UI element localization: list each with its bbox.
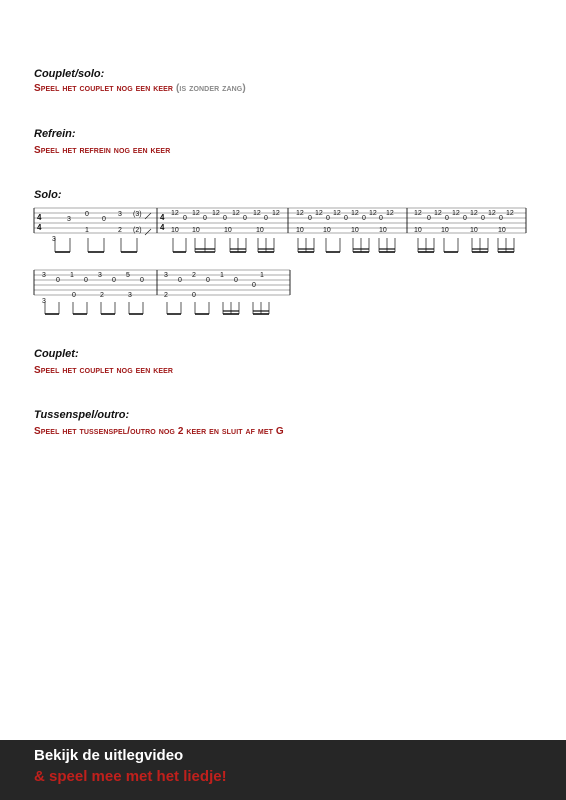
tab-note: 5 [126,272,130,279]
tab-note: 12 [272,210,280,217]
tab-note: 0 [379,215,383,222]
section-body-refrein: Speel het refrein nog een keer [34,145,171,156]
section-title-tussenspel: Tussenspel/outro: [34,409,130,421]
time-signature-top: 4 [37,213,42,222]
tab-note: 12 [470,210,478,217]
tab-note: 12 [351,210,359,217]
tab-note: 0 [178,277,182,284]
tab-note: 0 [84,277,88,284]
rhythm-notation-row-2 [45,302,269,314]
tab-note: 2 [192,272,196,279]
tab-note: 12 [434,210,442,217]
tab-note: 3 [98,272,102,279]
tab-note: 0 [85,211,89,218]
tab-note: 0 [499,215,503,222]
rhythm-notation-row-1 [55,238,514,252]
tab-note: 2 [100,292,104,299]
tab-note: 10 [498,227,506,234]
tab-note: 12 [212,210,220,217]
tab-note: 2 [118,227,122,234]
tab-note: 0 [463,215,467,222]
footer-banner[interactable] [0,740,566,800]
tab-note: 0 [427,215,431,222]
tab-note: 12 [488,210,496,217]
tab-note: 0 [192,292,196,299]
tab-note: 12 [232,210,240,217]
tab-note: 12 [506,210,514,217]
section-title-solo: Solo: [34,189,62,201]
tab-note: 0 [183,215,187,222]
tab-note: 3 [164,272,168,279]
tab-note: 0 [264,215,268,222]
tab-note: 10 [351,227,359,234]
tab-note: 12 [369,210,377,217]
tab-measure-3 [296,210,394,234]
time-signature-bottom: 4 [37,223,42,232]
tab-note: 3 [67,216,71,223]
tab-note: 3 [42,298,46,305]
instruction-text: Speel het couplet nog een keer [34,83,174,94]
tab-note: 0 [234,277,238,284]
tab-note: 0 [308,215,312,222]
tab-measure-2 [171,210,280,234]
section-title-couplet-solo: Couplet/solo: [34,68,105,80]
guitar-tablature [0,0,566,330]
tab-note: 0 [326,215,330,222]
time-signature-top: 4 [160,213,165,222]
section-title-refrein: Refrein: [34,128,76,140]
tab-note: 10 [379,227,387,234]
tab-measure-1 [52,211,151,243]
tab-note: 10 [224,227,232,234]
section-body-tussenspel: Speel het tussenspel/outro nog 2 keer en sluit af met G [34,426,284,437]
tab-note: 12 [296,210,304,217]
tab-note: 2 [164,292,168,299]
tab-note: 1 [85,227,89,234]
tab-note: (2) [133,227,142,234]
tab-note: 1 [260,272,264,279]
tab-note: 12 [315,210,323,217]
tab-note: 0 [72,292,76,299]
tab-note: 0 [243,215,247,222]
tab-note: 0 [112,277,116,284]
tab-note: 12 [192,210,200,217]
tab-note: 12 [386,210,394,217]
tab-note: 12 [414,210,422,217]
tab-note: 1 [70,272,74,279]
tab-row-1 [34,208,526,252]
tab-note: 12 [253,210,261,217]
tab-note: 10 [470,227,478,234]
tab-note: 0 [203,215,207,222]
tab-note: 0 [56,277,60,284]
tab-note: 10 [296,227,304,234]
tab-note: 10 [414,227,422,234]
tab-note: 0 [362,215,366,222]
tab-note: 0 [140,277,144,284]
tab-note: 0 [481,215,485,222]
time-signature-bottom: 4 [160,223,165,232]
tab-note: 12 [333,210,341,217]
tab-note: 10 [256,227,264,234]
tab-note: 3 [42,272,46,279]
tab-note: 10 [323,227,331,234]
tab-note: 0 [252,282,256,289]
tab-note: 0 [344,215,348,222]
tab-note: 3 [118,211,122,218]
tab-note: 3 [52,236,56,243]
footer-line-2: & speel mee met het liedje! [34,768,227,785]
tab-measure-4 [414,210,514,234]
tab-note: (3) [133,211,142,218]
instruction-note: (is zonder zang) [175,83,246,94]
tab-note: 10 [192,227,200,234]
tab-note: 10 [171,227,179,234]
tab-note: 0 [223,215,227,222]
section-body-couplet: Speel het couplet nog een keer [34,365,174,376]
tab-note: 1 [220,272,224,279]
tab-row-2 [34,270,290,314]
tab-note: 3 [128,292,132,299]
tab-note: 12 [171,210,179,217]
tab-note: 0 [445,215,449,222]
tab-measure-5 [42,272,144,305]
section-title-couplet: Couplet: [34,348,79,360]
tab-note: 12 [452,210,460,217]
tab-note: 0 [102,216,106,223]
footer-line-1: Bekijk de uitlegvideo [34,747,184,764]
tab-note: 0 [206,277,210,284]
tab-note: 10 [441,227,449,234]
